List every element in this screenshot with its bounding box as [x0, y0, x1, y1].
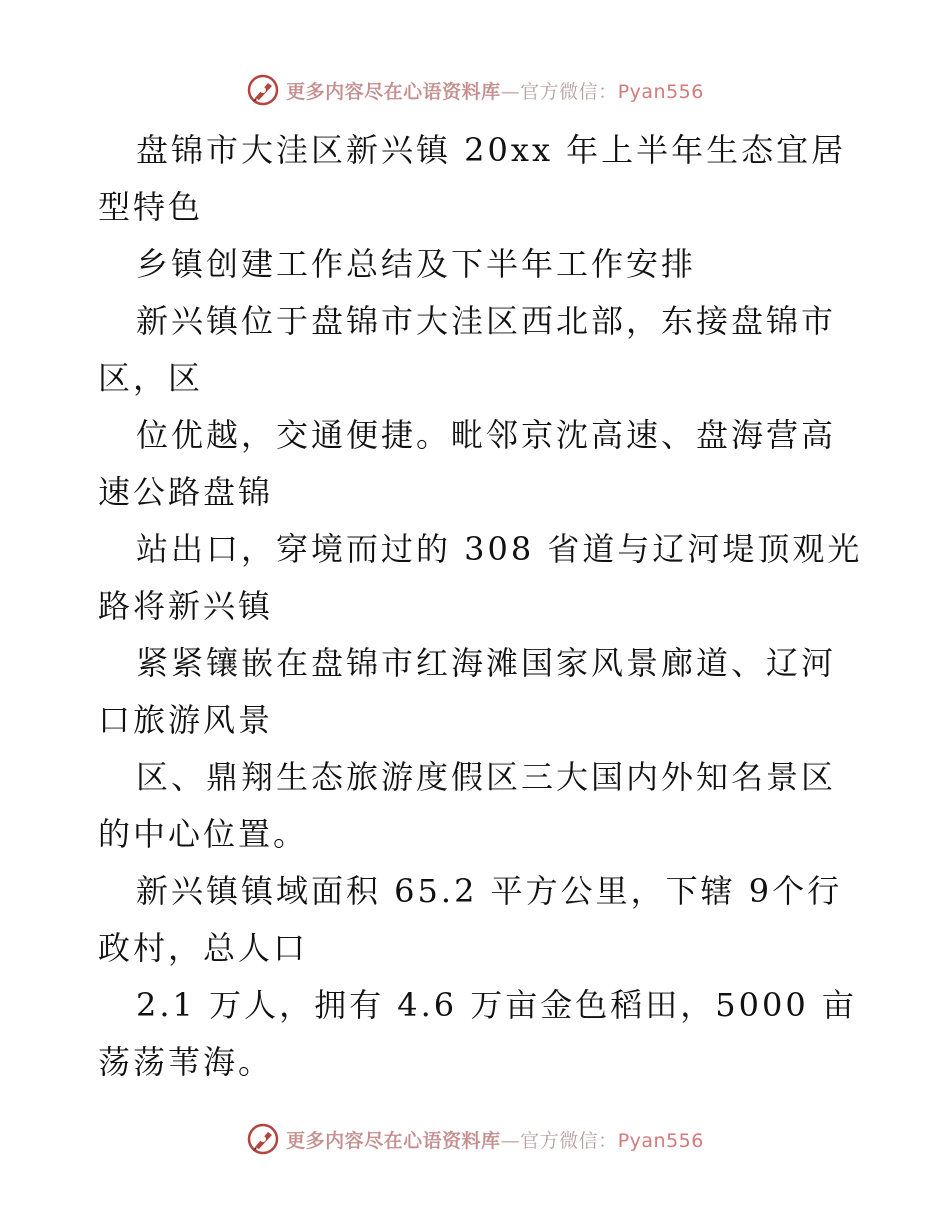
paragraph-title-line-2: 乡镇创建工作总结及下半年工作安排 [136, 245, 697, 283]
paragraph-title-line-1: 盘锦市大洼区新兴镇 20xx 年上半年生态宜居型特色 [98, 131, 847, 226]
watermark-wechat-id: Pyan556 [617, 1129, 704, 1152]
paragraph-area: 新兴镇镇域面积 65.2 平方公里，下辖 9个行政村，总人口 [98, 872, 843, 967]
watermark-wechat-label: 官方微信： [520, 1129, 618, 1152]
watermark-wechat-label: 官方微信： [520, 80, 618, 103]
paragraph-population: 2.1 万人，拥有 4.6 万亩金色稻田，5000 亩荡荡苇海。 [98, 986, 857, 1081]
paragraph-location: 新兴镇位于盘锦市大洼区西北部，东接盘锦市区，区 [98, 302, 837, 397]
watermark-text [286, 1126, 704, 1153]
header-watermark [0, 72, 950, 108]
footer-watermark [0, 1121, 950, 1157]
pen-logo-icon [246, 73, 280, 107]
watermark-separator: — [500, 80, 521, 103]
watermark-separator: — [500, 1129, 521, 1152]
watermark-brand: 更多内容尽在心语资料库 [286, 1129, 501, 1152]
paragraph-center: 区、鼎翔生态旅游度假区三大国内外知名景区的中心位置。 [98, 758, 837, 853]
watermark-brand: 更多内容尽在心语资料库 [286, 80, 501, 103]
paragraph-scenic: 紧紧镶嵌在盘锦市红海滩国家风景廊道、辽河口旅游风景 [98, 644, 837, 739]
pen-logo-icon [246, 1122, 280, 1156]
paragraph-transport: 位优越，交通便捷。毗邻京沈高速、盘海营高速公路盘锦 [98, 416, 837, 511]
watermark-text [286, 77, 704, 104]
paragraph-road: 站出口，穿境而过的 308 省道与辽河堤顶观光路将新兴镇 [98, 530, 863, 625]
watermark-wechat-id: Pyan556 [617, 80, 704, 103]
document-body [98, 122, 868, 1091]
